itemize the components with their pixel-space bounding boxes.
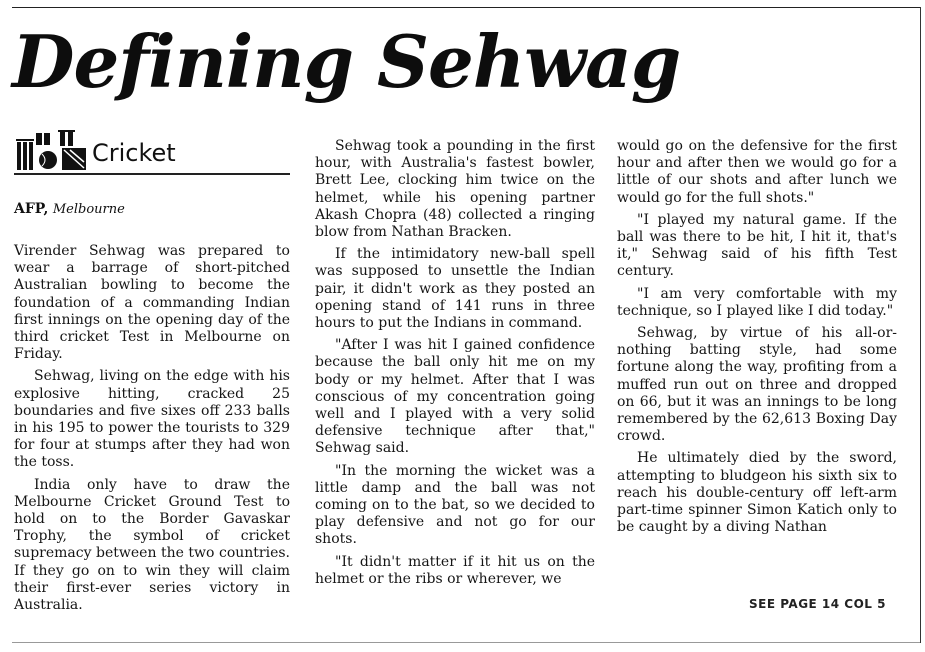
paragraph: Sehwag, by virtue of his all-or-nothing batting style, had some fortune along the way, profiting from a muffed run out on three and dropped on 66, but it was an innings to be long remembered by the 62,613 Boxing Day crowd. (617, 325, 897, 445)
paragraph: If the intimidatory new-ball spell was supposed to unsettle the Indian pair, it didn't work as they posted an opening stand of 141 runs in three hours to put the Indians in command. (315, 246, 595, 332)
paragraph: Sehwag, living on the edge with his explosive hitting, cracked 25 boundaries and five sixes off 233 balls in his 195 to power the tourists to 329 for four at stumps after they had won the toss. (14, 368, 290, 471)
section-label: Cricket (92, 139, 176, 167)
continued-jump-line: SEE PAGE 14 COL 5 (749, 597, 886, 611)
byline-agency: AFP, (14, 201, 49, 217)
cricket-stumps-ball-icon (14, 130, 88, 174)
paragraph: "In the morning the wicket was a little damp and the ball was not coming on to the bat, so we decided to play defensive and not go for our shots. (315, 462, 595, 548)
section-rule (14, 173, 290, 175)
paragraph: "It didn't matter if it hit us on the helmet or the ribs or wherever, we (315, 553, 595, 587)
article-column-3 (617, 138, 897, 541)
article-column-2 (315, 138, 595, 593)
paragraph: would go on the defensive for the first hour and after then we would go for a little of our shots and after lunch we would go for the full shots." (617, 138, 897, 206)
right-rule (920, 7, 921, 643)
paragraph: "I am very comfortable with my technique, so I played like I did today." (617, 285, 897, 319)
paragraph: India only have to draw the Melbourne Cricket Ground Test to hold on to the Border Gavaskar Trophy, the symbol of cricket supremacy between the two countries. If they go on to win they will claim their first-ever series victory in Australia. (14, 476, 290, 614)
paragraph: He ultimately died by the sword, attempting to bludgeon his sixth six to reach his double-century off left-arm part-time spinner Simon Katich only to be caught by a diving Nathan (617, 450, 897, 536)
section-tag (14, 128, 290, 176)
paragraph: Sehwag took a pounding in the first hour, with Australia's fastest bowler, Brett Lee, clocking him twice on the helmet, while his opening partner Akash Chopra (48) collected a ringing blow from Nathan Bracken. (315, 138, 595, 241)
paragraph: "After I was hit I gained confidence because the ball only hit me on my body or my helmet. After that I was conscious of my concentration going well and I played with a very solid defensive technique after that," Sehwag said. (315, 337, 595, 457)
bottom-rule (12, 642, 920, 643)
byline (14, 200, 125, 219)
headline: Defining Sehwag (12, 19, 681, 104)
top-rule (12, 7, 920, 8)
byline-place: Melbourne (52, 202, 125, 217)
article-column-1 (14, 243, 290, 619)
paragraph: Virender Sehwag was prepared to wear a barrage of short-pitched Australian bowling to become the foundation of a commanding Indian first innings on the opening day of the third cricket Test in Melbourne on Friday. (14, 243, 290, 363)
paragraph: "I played my natural game. If the ball was there to be hit, I hit it, that's it," Sehwag said of his fifth Test century. (617, 211, 897, 280)
